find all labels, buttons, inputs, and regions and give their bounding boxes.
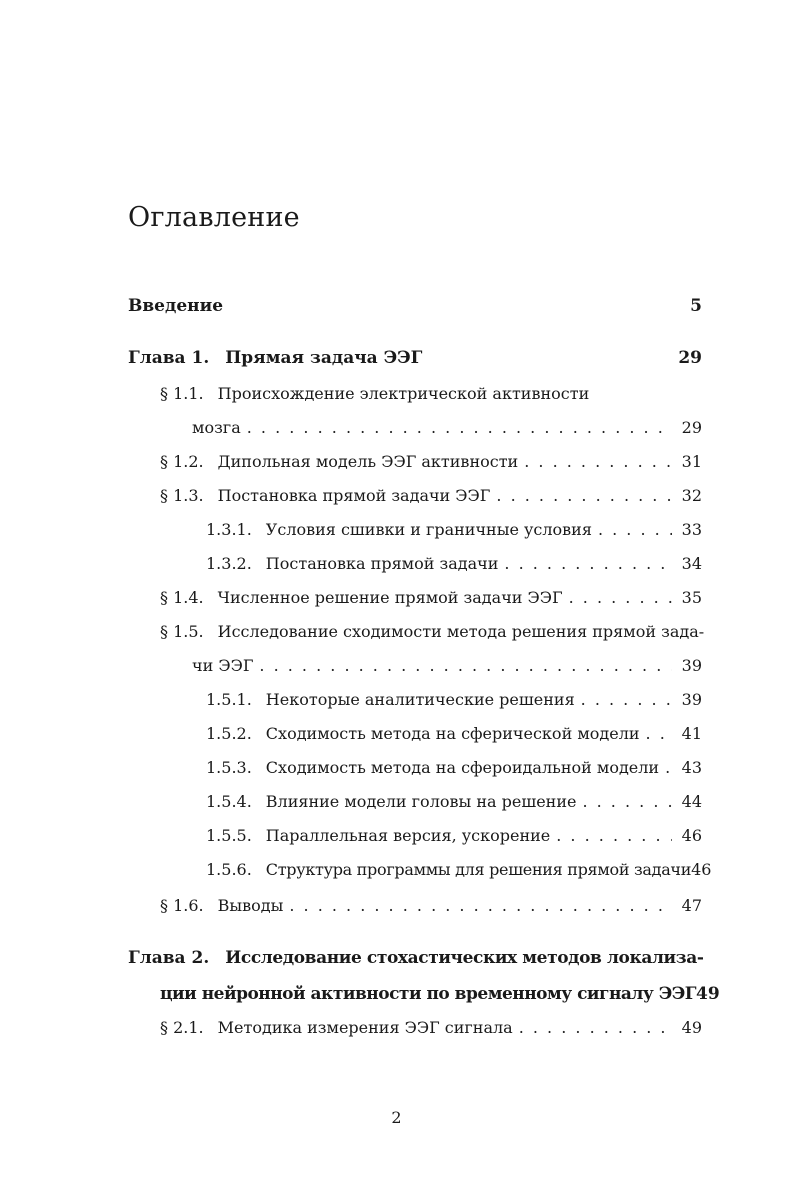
toc-number: § 2.1. <box>160 1018 204 1037</box>
toc-leader-dots <box>569 588 672 607</box>
toc-leader-dots <box>496 486 671 505</box>
toc-entry-subsection-1-5-4[interactable] <box>206 792 702 811</box>
toc-number: 1.5.5. <box>206 826 252 845</box>
toc-leader-dots <box>247 418 672 437</box>
toc-entry-subsection-1-3-1[interactable] <box>206 520 702 539</box>
toc-label: Численное решение прямой задачи ЭЭГ <box>217 588 563 607</box>
toc-leader-dots <box>504 554 671 573</box>
toc-label: Методика измерения ЭЭГ сигнала <box>217 1018 513 1037</box>
toc-label: Выводы <box>217 896 284 915</box>
toc-entry-section-1-2[interactable] <box>160 452 702 471</box>
toc-leader-dots <box>289 896 671 915</box>
toc-page: 46 <box>681 826 702 845</box>
toc-entry-section-1-1[interactable] <box>160 384 702 403</box>
toc-entry-subsection-1-5-3[interactable] <box>206 758 702 777</box>
toc-page: 5 <box>690 296 702 316</box>
toc-leader-dots <box>556 826 671 845</box>
page-number: 2 <box>391 1108 402 1127</box>
toc-entry-chapter-2-continuation[interactable] <box>160 984 720 1004</box>
toc-leader-dots <box>259 656 671 675</box>
toc-label: Параллельная версия, ускорение <box>265 826 551 845</box>
toc-label-continuation: мозга <box>192 418 241 437</box>
toc-number: Глава 2. <box>128 948 210 968</box>
toc-number: § 1.5. <box>160 622 204 641</box>
toc-number: 1.5.3. <box>206 758 252 777</box>
toc-page: 44 <box>681 792 702 811</box>
toc-page: 35 <box>681 588 702 607</box>
toc-entry-subsection-1-5-5[interactable] <box>206 826 702 845</box>
toc-number: 1.3.1. <box>206 520 252 539</box>
toc-number: § 1.3. <box>160 486 204 505</box>
toc-label: Исследование сходимости метода решения прямой зада- <box>217 622 705 641</box>
toc-page: 39 <box>681 690 702 709</box>
toc-entry-section-1-3[interactable] <box>160 486 702 505</box>
toc-page: 34 <box>681 554 702 573</box>
toc-label-continuation: ции нейронной активности по временному сигналу ЭЭГ <box>160 984 696 1004</box>
toc-label: Введение <box>128 296 224 316</box>
toc-label: Структура программы для решения прямой задачи <box>265 860 692 879</box>
page-title: Оглавление <box>128 202 300 233</box>
toc-number: § 1.6. <box>160 896 204 915</box>
toc-page: 49 <box>695 984 720 1004</box>
toc-entry-subsection-1-5-2[interactable] <box>206 724 702 743</box>
toc-label: Влияние модели головы на решение <box>265 792 577 811</box>
toc-page: 46 <box>691 860 712 879</box>
toc-number: § 1.4. <box>160 588 204 607</box>
toc-page: 29 <box>681 418 702 437</box>
toc-label: Исследование стохастических методов локализа- <box>225 948 704 968</box>
toc-leader-dots <box>598 520 672 539</box>
toc-label: Некоторые аналитические решения <box>265 690 575 709</box>
toc-page: 43 <box>681 758 702 777</box>
toc-label: Прямая задача ЭЭГ <box>225 348 423 368</box>
toc-entry-section-2-1[interactable] <box>160 1018 702 1037</box>
toc-number: 1.5.1. <box>206 690 252 709</box>
toc-page: 49 <box>681 1018 702 1037</box>
toc-entry-subsection-1-5-6[interactable] <box>206 860 712 879</box>
toc-entry-section-1-4[interactable] <box>160 588 702 607</box>
toc-label: Сходимость метода на сфероидальной модели <box>265 758 660 777</box>
toc-label: Постановка прямой задачи ЭЭГ <box>217 486 491 505</box>
toc-label: Дипольная модель ЭЭГ активности <box>217 452 519 471</box>
toc-entry-subsection-1-5-1[interactable] <box>206 690 702 709</box>
toc-label-continuation: чи ЭЭГ <box>192 656 254 675</box>
toc-page: 41 <box>681 724 702 743</box>
toc-leader-dots <box>582 792 671 811</box>
toc-label: Постановка прямой задачи <box>265 554 499 573</box>
toc-leader-dots <box>524 452 671 471</box>
toc-entry-intro[interactable] <box>128 296 702 316</box>
toc-page: 33 <box>681 520 702 539</box>
toc-number: 1.5.6. <box>206 860 252 879</box>
toc-page: 32 <box>681 486 702 505</box>
toc-entry-section-1-6[interactable] <box>160 896 702 915</box>
toc-number: § 1.1. <box>160 384 204 403</box>
toc-number: 1.5.2. <box>206 724 252 743</box>
toc-page: 39 <box>681 656 702 675</box>
toc-entry-section-1-5[interactable] <box>160 622 705 641</box>
toc-leader-dots <box>519 1018 672 1037</box>
toc-leader-dots <box>665 758 672 777</box>
toc-page: 31 <box>681 452 702 471</box>
toc-leader-dots <box>646 724 672 743</box>
toc-label: Условия сшивки и граничные условия <box>265 520 592 539</box>
toc-number: 1.3.2. <box>206 554 252 573</box>
toc-leader-dots <box>581 690 672 709</box>
toc-page: 29 <box>678 348 702 368</box>
toc-page: 47 <box>681 896 702 915</box>
toc-entry-subsection-1-3-2[interactable] <box>206 554 702 573</box>
toc-entry-section-1-1-continuation[interactable] <box>192 418 702 437</box>
toc-entry-section-1-5-continuation[interactable] <box>192 656 702 675</box>
toc-entry-chapter-1[interactable] <box>128 348 702 368</box>
toc-number: § 1.2. <box>160 452 204 471</box>
toc-label: Происхождение электрической активности <box>217 384 590 403</box>
toc-label: Сходимость метода на сферической модели <box>265 724 640 743</box>
toc-entry-chapter-2[interactable] <box>128 948 702 968</box>
toc-number: Глава 1. <box>128 348 210 368</box>
toc-number: 1.5.4. <box>206 792 252 811</box>
